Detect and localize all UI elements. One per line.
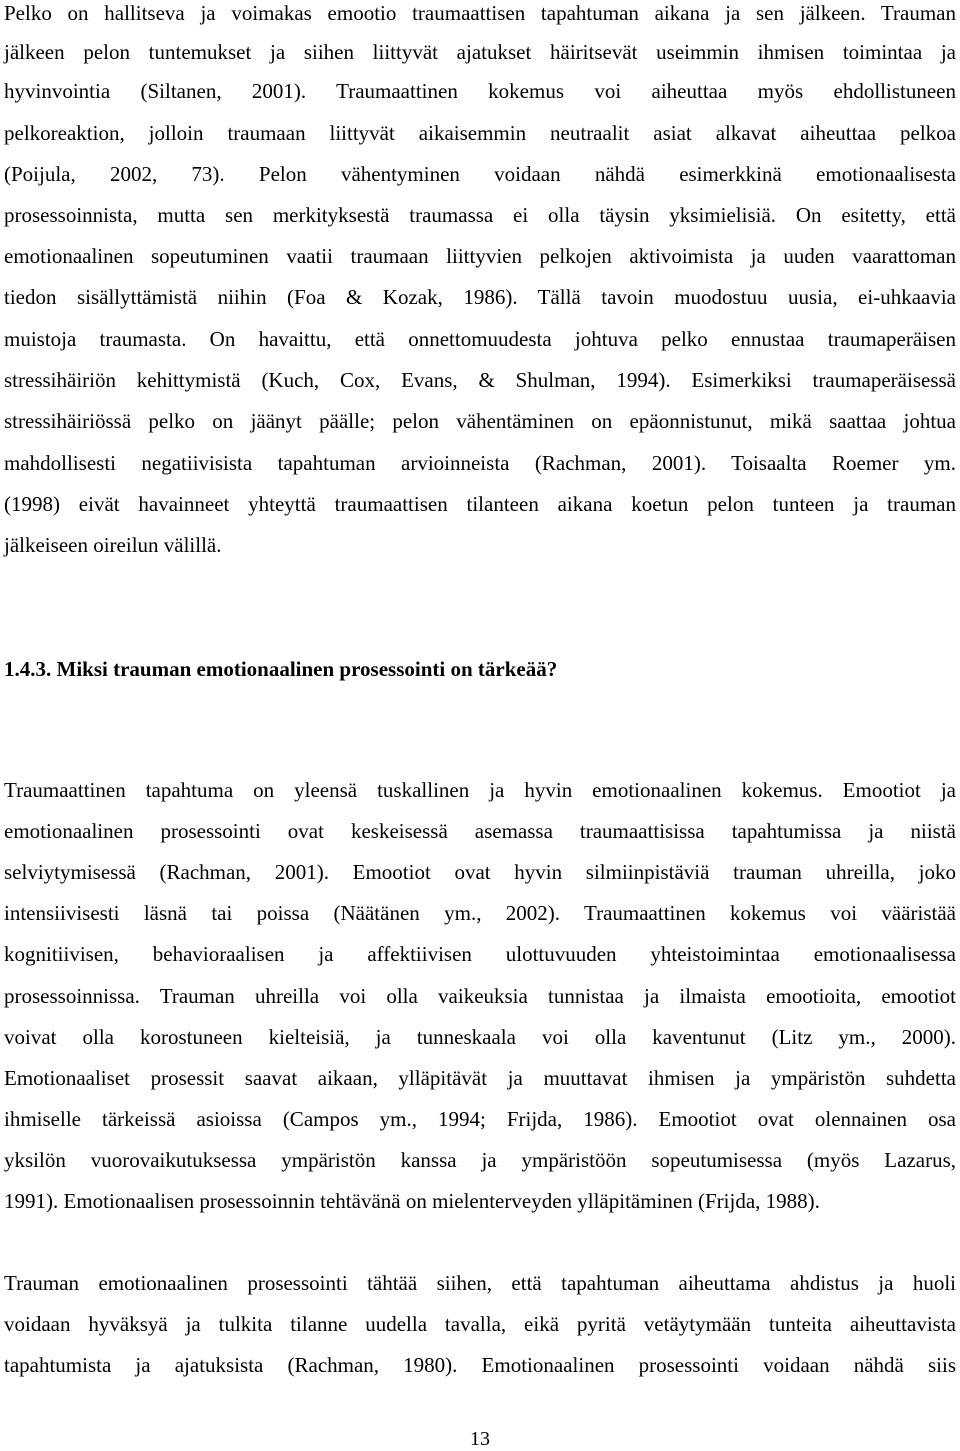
section-heading: 1.4.3. Miksi trauman emotionaalinen prosessointi on tärkeää?: [4, 657, 558, 681]
text-line: selviytymisessä (Rachman, 2001). Emootiot ovat hyvin silmiinpistäviä trauman uhreilla, joko: [4, 860, 956, 884]
text-line: emotionaalinen prosessointi ovat keskeisessä asemassa traumaattisissa tapahtumissa ja niistä: [4, 819, 956, 843]
text-line: 1991). Emotionaalisen prosessoinnin tehtävänä on mielenterveyden ylläpitäminen (Frijda, 1988).: [4, 1189, 820, 1213]
text-line: tiedon sisällyttämistä niihin (Foa & Kozak, 1986). Tällä tavoin muodostuu uusia, ei-uhkaavia: [4, 285, 956, 309]
text-line: voidaan hyväksyä ja tulkita tilanne uudella tavalla, eikä pyritä vetäytymään tunteita aiheuttavista: [4, 1312, 956, 1336]
text-line: voivat olla korostuneen kielteisiä, ja tunneskaala voi olla kaventunut (Litz ym., 2000).: [4, 1025, 956, 1049]
text-line: pelkoreaktion, jolloin traumaan liittyvät aikaisemmin neutraalit asiat alkavat aiheuttaa pelkoa: [4, 121, 956, 145]
text-line: prosessoinnista, mutta sen merkityksestä traumassa ei olla täysin yksimielisiä. On esitetty, että: [4, 203, 956, 227]
text-line: Traumaattinen tapahtuma on yleensä tuskallinen ja hyvin emotionaalinen kokemus. Emootiot ja: [4, 778, 956, 802]
text-line: stressihäiriön kehittymistä (Kuch, Cox, Evans, & Shulman, 1994). Esimerkiksi traumaperäisessä: [4, 368, 956, 392]
text-line: kognitiivisen, behavioraalisen ja affektiivisen ulottuvuuden yhteistoimintaa emotionaalisessa: [4, 942, 956, 966]
text-line: jälkeen pelon tuntemukset ja siihen liittyvät ajatukset häiritsevät useimmin ihmisen toimintaa ja: [4, 40, 956, 64]
text-line: Trauman emotionaalinen prosessointi tähtää siihen, että tapahtuman aiheuttama ahdistus ja huoli: [4, 1271, 956, 1295]
text-line: (1998) eivät havainneet yhteyttä traumaattisen tilanteen aikana koetun pelon tunteen ja trauman: [4, 492, 956, 516]
text-line: ihmiselle tärkeissä asioissa (Campos ym., 1994; Frijda, 1986). Emootiot ovat olennainen osa: [4, 1107, 956, 1131]
text-line: yksilön vuorovaikutuksessa ympäristön kanssa ja ympäristöön sopeutumisessa (myös Lazarus,: [4, 1148, 956, 1172]
text-line: (Poijula, 2002, 73). Pelon vähentyminen voidaan nähdä esimerkkinä emotionaalisesta: [4, 162, 956, 186]
text-line: jälkeiseen oireilun välillä.: [4, 533, 222, 557]
text-line: mahdollisesti negatiivisista tapahtuman arvioinneista (Rachman, 2001). Toisaalta Roemer ym.: [4, 451, 956, 475]
text-line: emotionaalinen sopeutuminen vaatii traumaan liittyvien pelkojen aktivoimista ja uuden vaarattoman: [4, 244, 956, 268]
page-number: 13: [470, 1428, 490, 1450]
text-line: Emotionaaliset prosessit saavat aikaan, ylläpitävät ja muuttavat ihmisen ja ympäristön suhdetta: [4, 1066, 956, 1090]
text-line: prosessoinnissa. Trauman uhreilla voi olla vaikeuksia tunnistaa ja ilmaista emootioita, emootiot: [4, 984, 956, 1008]
text-line: muistoja traumasta. On havaittu, että onnettomuudesta johtuva pelko ennustaa traumaperäisen: [4, 327, 956, 351]
text-line: Pelko on hallitseva ja voimakas emootio traumaattisen tapahtuman aikana ja sen jälkeen. Trauman: [4, 1, 956, 25]
text-line: stressihäiriössä pelko on jäänyt päälle; pelon vähentäminen on epäonnistunut, mikä saattaa johtua: [4, 409, 956, 433]
text-line: tapahtumista ja ajatuksista (Rachman, 1980). Emotionaalinen prosessointi voidaan nähdä siis: [4, 1353, 956, 1377]
text-line: intensiivisesti läsnä tai poissa (Näätänen ym., 2002). Traumaattinen kokemus voi vääristää: [4, 901, 956, 925]
text-line: hyvinvointia (Siltanen, 2001). Traumaattinen kokemus voi aiheuttaa myös ehdollistuneen: [4, 79, 956, 103]
